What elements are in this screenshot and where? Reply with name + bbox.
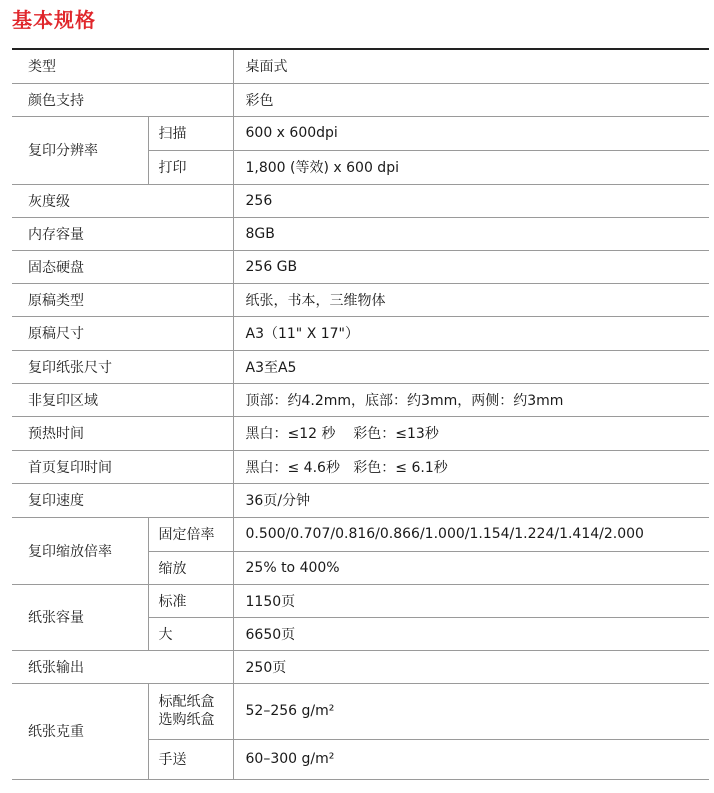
table-row <box>12 83 709 116</box>
table-row <box>12 184 709 217</box>
table-row <box>12 650 709 683</box>
row-value: 36页/分钟 <box>233 483 709 517</box>
row-value: 桌面式 <box>233 50 709 83</box>
table-row <box>12 450 709 483</box>
table-row <box>12 584 709 617</box>
row-sub-label: 打印 <box>148 150 233 184</box>
row-value: A3（11" X 17"） <box>233 316 709 350</box>
table-row <box>12 517 709 551</box>
row-label: 非复印区域 <box>12 383 233 416</box>
row-label: 纸张克重 <box>12 683 148 779</box>
row-label: 原稿类型 <box>12 283 233 316</box>
row-value: 600 x 600dpi <box>233 116 709 150</box>
row-value: 1150页 <box>233 584 709 617</box>
row-label: 复印缩放倍率 <box>12 517 148 584</box>
row-value: 1,800 (等效) x 600 dpi <box>233 150 709 184</box>
spec-table <box>12 50 709 780</box>
row-value: 52–256 g/m² <box>233 683 709 739</box>
table-row <box>12 250 709 283</box>
sub-label-line: 标配纸盒 <box>158 694 215 710</box>
table-row <box>12 383 709 416</box>
row-label: 首页复印时间 <box>12 450 233 483</box>
row-value: 顶部：约4.2mm，底部：约3mm，两侧：约3mm <box>233 383 709 416</box>
table-row <box>12 217 709 250</box>
row-sub-label: 固定倍率 <box>148 517 233 551</box>
row-value: 0.500/0.707/0.816/0.866/1.000/1.154/1.224/1.414/2.000 <box>233 517 709 551</box>
row-label: 灰度级 <box>12 184 233 217</box>
sub-label-line: 选购纸盒 <box>158 712 215 728</box>
row-sub-label: 扫描 <box>148 116 233 150</box>
row-sub-label: 缩放 <box>148 551 233 584</box>
row-value: A3至A5 <box>233 350 709 383</box>
row-label: 复印纸张尺寸 <box>12 350 233 383</box>
row-value: 6650页 <box>233 617 709 650</box>
row-value: 256 GB <box>233 250 709 283</box>
row-value: 8GB <box>233 217 709 250</box>
row-value: 250页 <box>233 650 709 683</box>
row-label: 预热时间 <box>12 416 233 450</box>
row-value: 黑白：≤ 4.6秒 彩色：≤ 6.1秒 <box>233 450 709 483</box>
row-label: 类型 <box>12 50 233 83</box>
row-value: 25% to 400% <box>233 551 709 584</box>
row-label: 内存容量 <box>12 217 233 250</box>
table-row <box>12 416 709 450</box>
page-title: 基本规格 <box>12 8 96 32</box>
row-sub-label: 标准 <box>148 584 233 617</box>
table-row <box>12 316 709 350</box>
row-value: 黑白：≤12 秒 彩色：≤13秒 <box>233 416 709 450</box>
table-row <box>12 283 709 316</box>
row-value: 60–300 g/m² <box>233 739 709 779</box>
table-row <box>12 116 709 150</box>
table-row <box>12 50 709 83</box>
row-label: 原稿尺寸 <box>12 316 233 350</box>
row-label: 纸张输出 <box>12 650 233 683</box>
row-value: 256 <box>233 184 709 217</box>
table-row <box>12 683 709 739</box>
row-label: 颜色支持 <box>12 83 233 116</box>
row-sub-label: 大 <box>148 617 233 650</box>
row-value: 彩色 <box>233 83 709 116</box>
row-sub-label: 手送 <box>148 739 233 779</box>
table-row <box>12 350 709 383</box>
table-row <box>12 483 709 517</box>
row-label: 复印速度 <box>12 483 233 517</box>
row-sub-label <box>148 683 233 739</box>
row-label: 固态硬盘 <box>12 250 233 283</box>
row-value: 纸张，书本，三维物体 <box>233 283 709 316</box>
row-label: 复印分辨率 <box>12 116 148 184</box>
row-label: 纸张容量 <box>12 584 148 650</box>
